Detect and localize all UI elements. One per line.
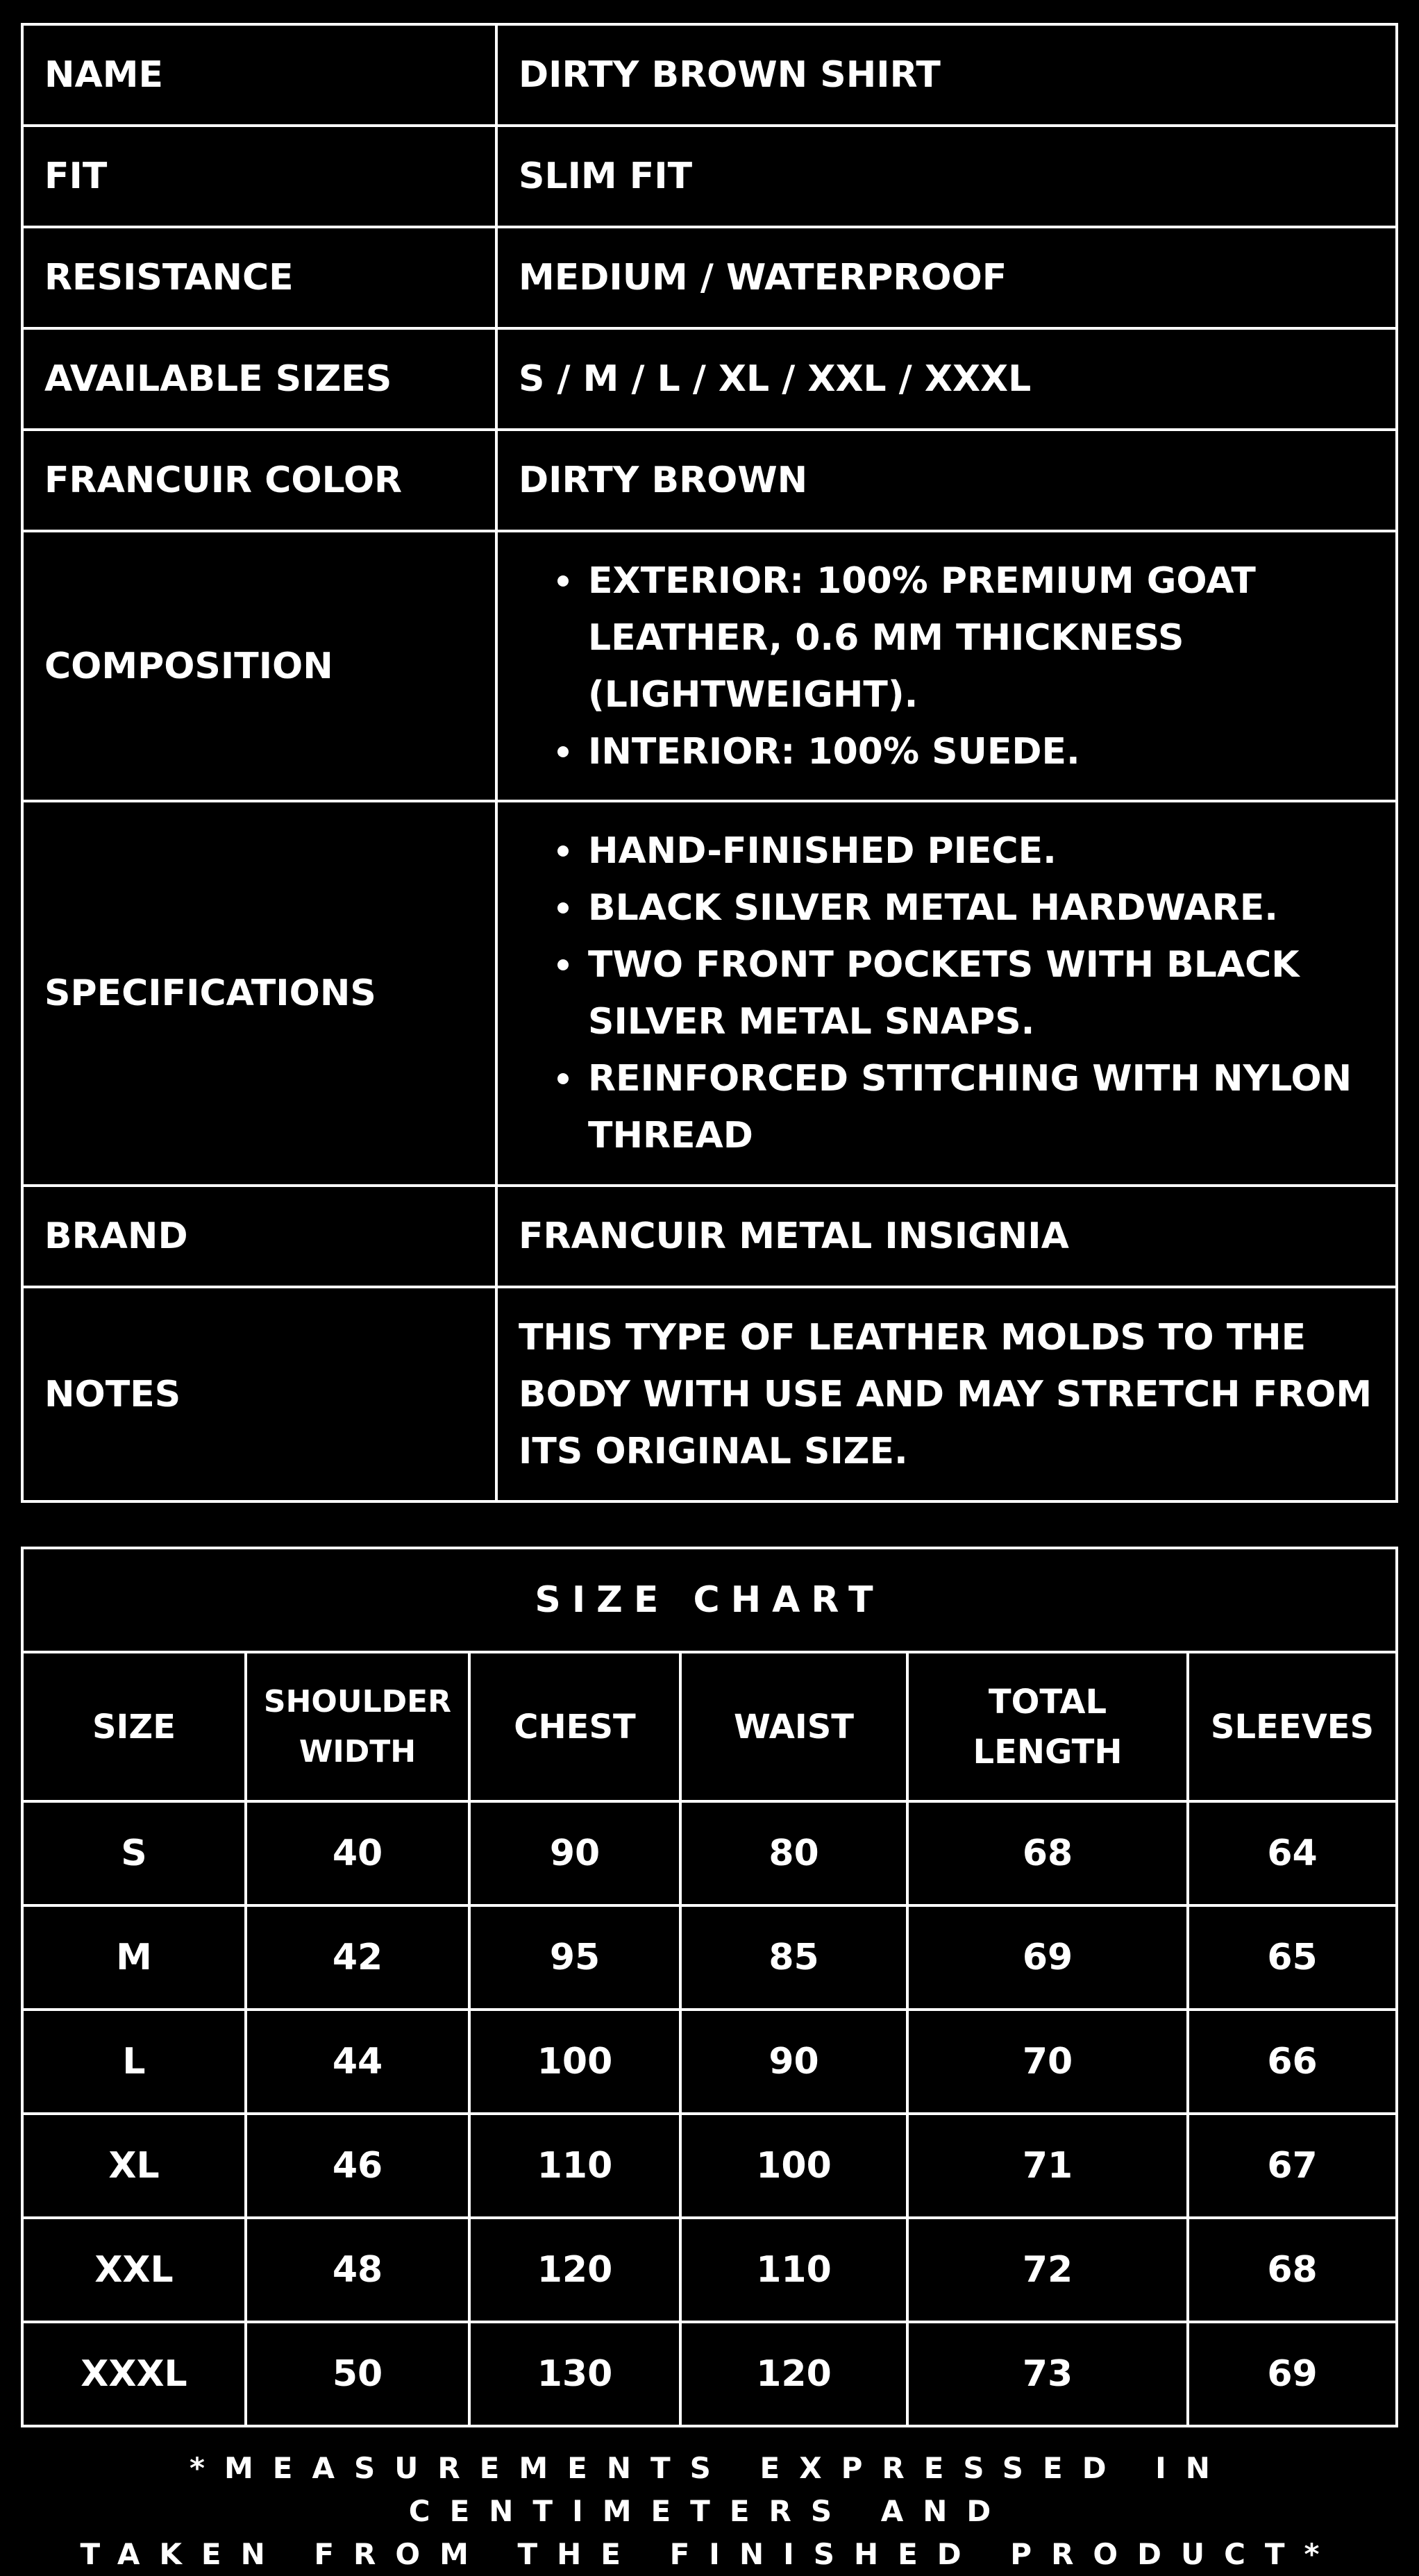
header-line: LENGTH bbox=[973, 1732, 1123, 1771]
footnote-line: TAKEN FROM THE FINISHED PRODUCT* bbox=[80, 2537, 1339, 2571]
cell-sleeves: 64 bbox=[1188, 1801, 1397, 1905]
table-row bbox=[22, 1801, 1397, 1905]
cell-shoulder: 40 bbox=[246, 1801, 469, 1905]
cell-chest: 120 bbox=[469, 2218, 680, 2322]
specifications-list bbox=[519, 823, 1379, 1164]
cell-waist: 85 bbox=[680, 1905, 907, 2010]
spec-label: FRANCUIR COLOR bbox=[22, 430, 496, 531]
cell-chest: 130 bbox=[469, 2322, 680, 2426]
cell-size: XXL bbox=[22, 2218, 246, 2322]
spec-value: THIS TYPE OF LEATHER MOLDS TO THE BODY WITH USE AND MAY STRETCH FROM ITS ORIGINAL SIZE. bbox=[496, 1287, 1397, 1501]
spec-row-fit bbox=[22, 126, 1397, 227]
table-row bbox=[22, 1905, 1397, 2010]
cell-length: 68 bbox=[907, 1801, 1188, 1905]
cell-waist: 110 bbox=[680, 2218, 907, 2322]
list-item: REINFORCED STITCHING WITH NYLON THREAD bbox=[588, 1050, 1379, 1164]
column-header-chest: CHEST bbox=[469, 1652, 680, 1801]
column-header-size: SIZE bbox=[22, 1652, 246, 1801]
spec-value: DIRTY BROWN bbox=[496, 430, 1397, 531]
table-row bbox=[22, 2218, 1397, 2322]
cell-size: XL bbox=[22, 2114, 246, 2218]
spec-value: MEDIUM / WATERPROOF bbox=[496, 227, 1397, 328]
cell-size: XXXL bbox=[22, 2322, 246, 2426]
spec-label: NAME bbox=[22, 24, 496, 126]
cell-shoulder: 48 bbox=[246, 2218, 469, 2322]
cell-waist: 90 bbox=[680, 2010, 907, 2114]
cell-sleeves: 66 bbox=[1188, 2010, 1397, 2114]
cell-shoulder: 44 bbox=[246, 2010, 469, 2114]
cell-waist: 100 bbox=[680, 2114, 907, 2218]
spec-label: SPECIFICATIONS bbox=[22, 801, 496, 1186]
spec-row-specifications bbox=[22, 801, 1397, 1186]
table-row bbox=[22, 2322, 1397, 2426]
cell-shoulder: 42 bbox=[246, 1905, 469, 2010]
measurement-footnote bbox=[21, 2447, 1398, 2576]
column-header-sleeves: SLEEVES bbox=[1188, 1652, 1397, 1801]
list-item: BLACK SILVER METAL HARDWARE. bbox=[588, 879, 1379, 936]
spec-value bbox=[496, 531, 1397, 801]
header-line: WIDTH bbox=[299, 1733, 417, 1769]
spec-value: SLIM FIT bbox=[496, 126, 1397, 227]
cell-chest: 90 bbox=[469, 1801, 680, 1905]
spec-label: BRAND bbox=[22, 1186, 496, 1287]
cell-shoulder: 50 bbox=[246, 2322, 469, 2426]
spec-value: DIRTY BROWN SHIRT bbox=[496, 24, 1397, 126]
spec-value: FRANCUIR METAL INSIGNIA bbox=[496, 1186, 1397, 1287]
spec-row-notes bbox=[22, 1287, 1397, 1501]
product-spec-table bbox=[21, 23, 1398, 1503]
spec-label: RESISTANCE bbox=[22, 227, 496, 328]
column-header-total-length bbox=[907, 1652, 1188, 1801]
spec-row-brand bbox=[22, 1186, 1397, 1287]
cell-size: S bbox=[22, 1801, 246, 1905]
cell-sleeves: 68 bbox=[1188, 2218, 1397, 2322]
list-item: EXTERIOR: 100% PREMIUM GOAT LEATHER, 0.6 MM THICKNESS (LIGHTWEIGHT). bbox=[588, 553, 1379, 723]
spec-row-name bbox=[22, 24, 1397, 126]
cell-length: 69 bbox=[907, 1905, 1188, 2010]
column-header-waist: WAIST bbox=[680, 1652, 907, 1801]
cell-chest: 110 bbox=[469, 2114, 680, 2218]
spec-label: AVAILABLE SIZES bbox=[22, 328, 496, 430]
header-line: TOTAL bbox=[988, 1682, 1107, 1721]
cell-sleeves: 65 bbox=[1188, 1905, 1397, 2010]
list-item: HAND-FINISHED PIECE. bbox=[588, 823, 1379, 879]
cell-sleeves: 67 bbox=[1188, 2114, 1397, 2218]
list-item: TWO FRONT POCKETS WITH BLACK SILVER METAL SNAPS. bbox=[588, 936, 1379, 1050]
cell-length: 72 bbox=[907, 2218, 1188, 2322]
spec-row-composition bbox=[22, 531, 1397, 801]
list-item: INTERIOR: 100% SUEDE. bbox=[588, 723, 1379, 780]
spec-row-resistance bbox=[22, 227, 1397, 328]
size-chart-title-row bbox=[22, 1548, 1397, 1652]
spec-label: COMPOSITION bbox=[22, 531, 496, 801]
spec-value bbox=[496, 801, 1397, 1186]
footnote-line: *MEASUREMENTS EXPRESSED IN CENTIMETERS AND bbox=[190, 2451, 1229, 2528]
cell-waist: 80 bbox=[680, 1801, 907, 1905]
cell-length: 70 bbox=[907, 2010, 1188, 2114]
cell-length: 71 bbox=[907, 2114, 1188, 2218]
spec-label: NOTES bbox=[22, 1287, 496, 1501]
size-chart-title: SIZE CHART bbox=[22, 1548, 1397, 1652]
cell-chest: 100 bbox=[469, 2010, 680, 2114]
spec-row-color bbox=[22, 430, 1397, 531]
cell-waist: 120 bbox=[680, 2322, 907, 2426]
cell-chest: 95 bbox=[469, 1905, 680, 2010]
cell-sleeves: 69 bbox=[1188, 2322, 1397, 2426]
table-row bbox=[22, 2114, 1397, 2218]
spec-value: S / M / L / XL / XXL / XXXL bbox=[496, 328, 1397, 430]
size-chart-header-row bbox=[22, 1652, 1397, 1801]
cell-size: L bbox=[22, 2010, 246, 2114]
size-chart-table bbox=[21, 1547, 1398, 2427]
cell-length: 73 bbox=[907, 2322, 1188, 2426]
composition-list bbox=[519, 553, 1379, 780]
spec-label: FIT bbox=[22, 126, 496, 227]
column-header-shoulder-width bbox=[246, 1652, 469, 1801]
table-row bbox=[22, 2010, 1397, 2114]
header-line: SHOULDER bbox=[263, 1683, 452, 1719]
spec-row-available-sizes bbox=[22, 328, 1397, 430]
cell-size: M bbox=[22, 1905, 246, 2010]
cell-shoulder: 46 bbox=[246, 2114, 469, 2218]
